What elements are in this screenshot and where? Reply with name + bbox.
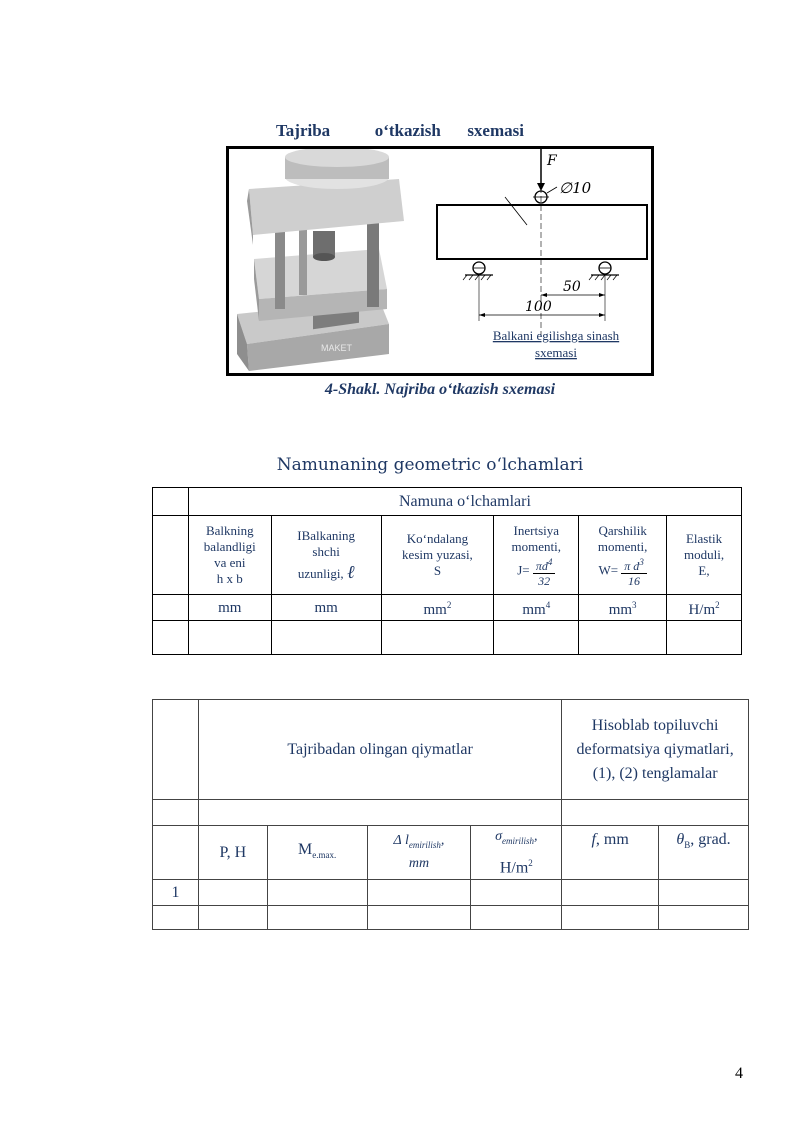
group-header-calculated: Hisoblab topiluvchi deformatsiya qiymatlari, (1), (2) tenglamalar — [562, 700, 749, 800]
header-stress: $\sigma_{emirilish}$, $H/m^2$ — [471, 826, 562, 880]
dimension-50-label: 50 — [563, 279, 581, 295]
results-table — [152, 699, 749, 930]
empty-cell — [153, 595, 189, 621]
press-machine-illustration — [237, 149, 404, 371]
diameter-label: ∅10 — [559, 179, 592, 197]
header-moment: $M_{e.max.}$ — [267, 826, 367, 880]
header-elongation: Δ $l_{emirilish}$, mm — [367, 826, 471, 880]
table1-title: Namunaning geometric o‘lchamlari — [276, 455, 584, 475]
resistance-formula: $\frac{\pi d^3}{16}$ — [621, 555, 647, 588]
figure-heading — [0, 121, 800, 141]
heading-word-1: Tajriba — [276, 121, 331, 140]
col-inertia: Inertsiya momenti, J= $\frac{\pi d^4}{32}$ — [494, 516, 579, 595]
inertia-formula: $\frac{\pi d^4}{32}$ — [533, 555, 556, 588]
header-row — [153, 826, 749, 880]
row-number: 1 — [153, 880, 199, 906]
empty-cell — [153, 700, 199, 800]
heading-word-2: o‘tkazish — [374, 121, 441, 140]
group-header-dimensions: Namuna o‘lchamlari — [188, 488, 741, 516]
units-row: mm mm $mm^2$ $mm^4$ $mm^3$ $H/m^2$ — [153, 595, 742, 621]
col-elastic: Elastik moduli, E, — [667, 516, 742, 595]
header-force: P, H — [198, 826, 267, 880]
col-resistance: Qarshilik momenti, W= $\frac{\pi d^3}{16}$ — [579, 516, 667, 595]
geometry-table — [152, 487, 742, 655]
group-header-experimental: Tajribadan olingan qiymatlar — [198, 700, 561, 800]
col-height-width: Balkning balandligi va eni h x b — [188, 516, 271, 595]
force-label: F — [547, 153, 557, 169]
col-cross-section: Ko‘ndalang kesim yuzasi, S — [381, 516, 494, 595]
scheme-caption-line-2: sxemasi — [535, 345, 577, 360]
figure-caption: 4-Shakl. Najriba o‘tkazish sxemasi — [324, 381, 556, 398]
empty-cell — [153, 488, 189, 516]
page-number: 4 — [735, 1065, 743, 1082]
heading-word-3: sxemasi — [467, 121, 524, 140]
header-deflection: f, mm — [562, 826, 659, 880]
press-badge-text: MAKET — [321, 343, 353, 353]
beam-specimen — [437, 205, 647, 259]
header-angle: $\theta_B$, grad. — [659, 826, 749, 880]
experiment-figure-svg — [229, 149, 651, 373]
scheme-caption-line-1: Balkani egilishga sinash — [492, 328, 620, 343]
table-row — [153, 880, 749, 906]
table-row — [153, 906, 749, 930]
empty-cell — [153, 516, 189, 595]
col-length: IBalkaning shchi uzunligi, ℓ — [271, 516, 381, 595]
dimension-100-label: 100 — [525, 299, 552, 315]
experiment-figure — [226, 146, 654, 376]
table-row — [153, 621, 742, 655]
